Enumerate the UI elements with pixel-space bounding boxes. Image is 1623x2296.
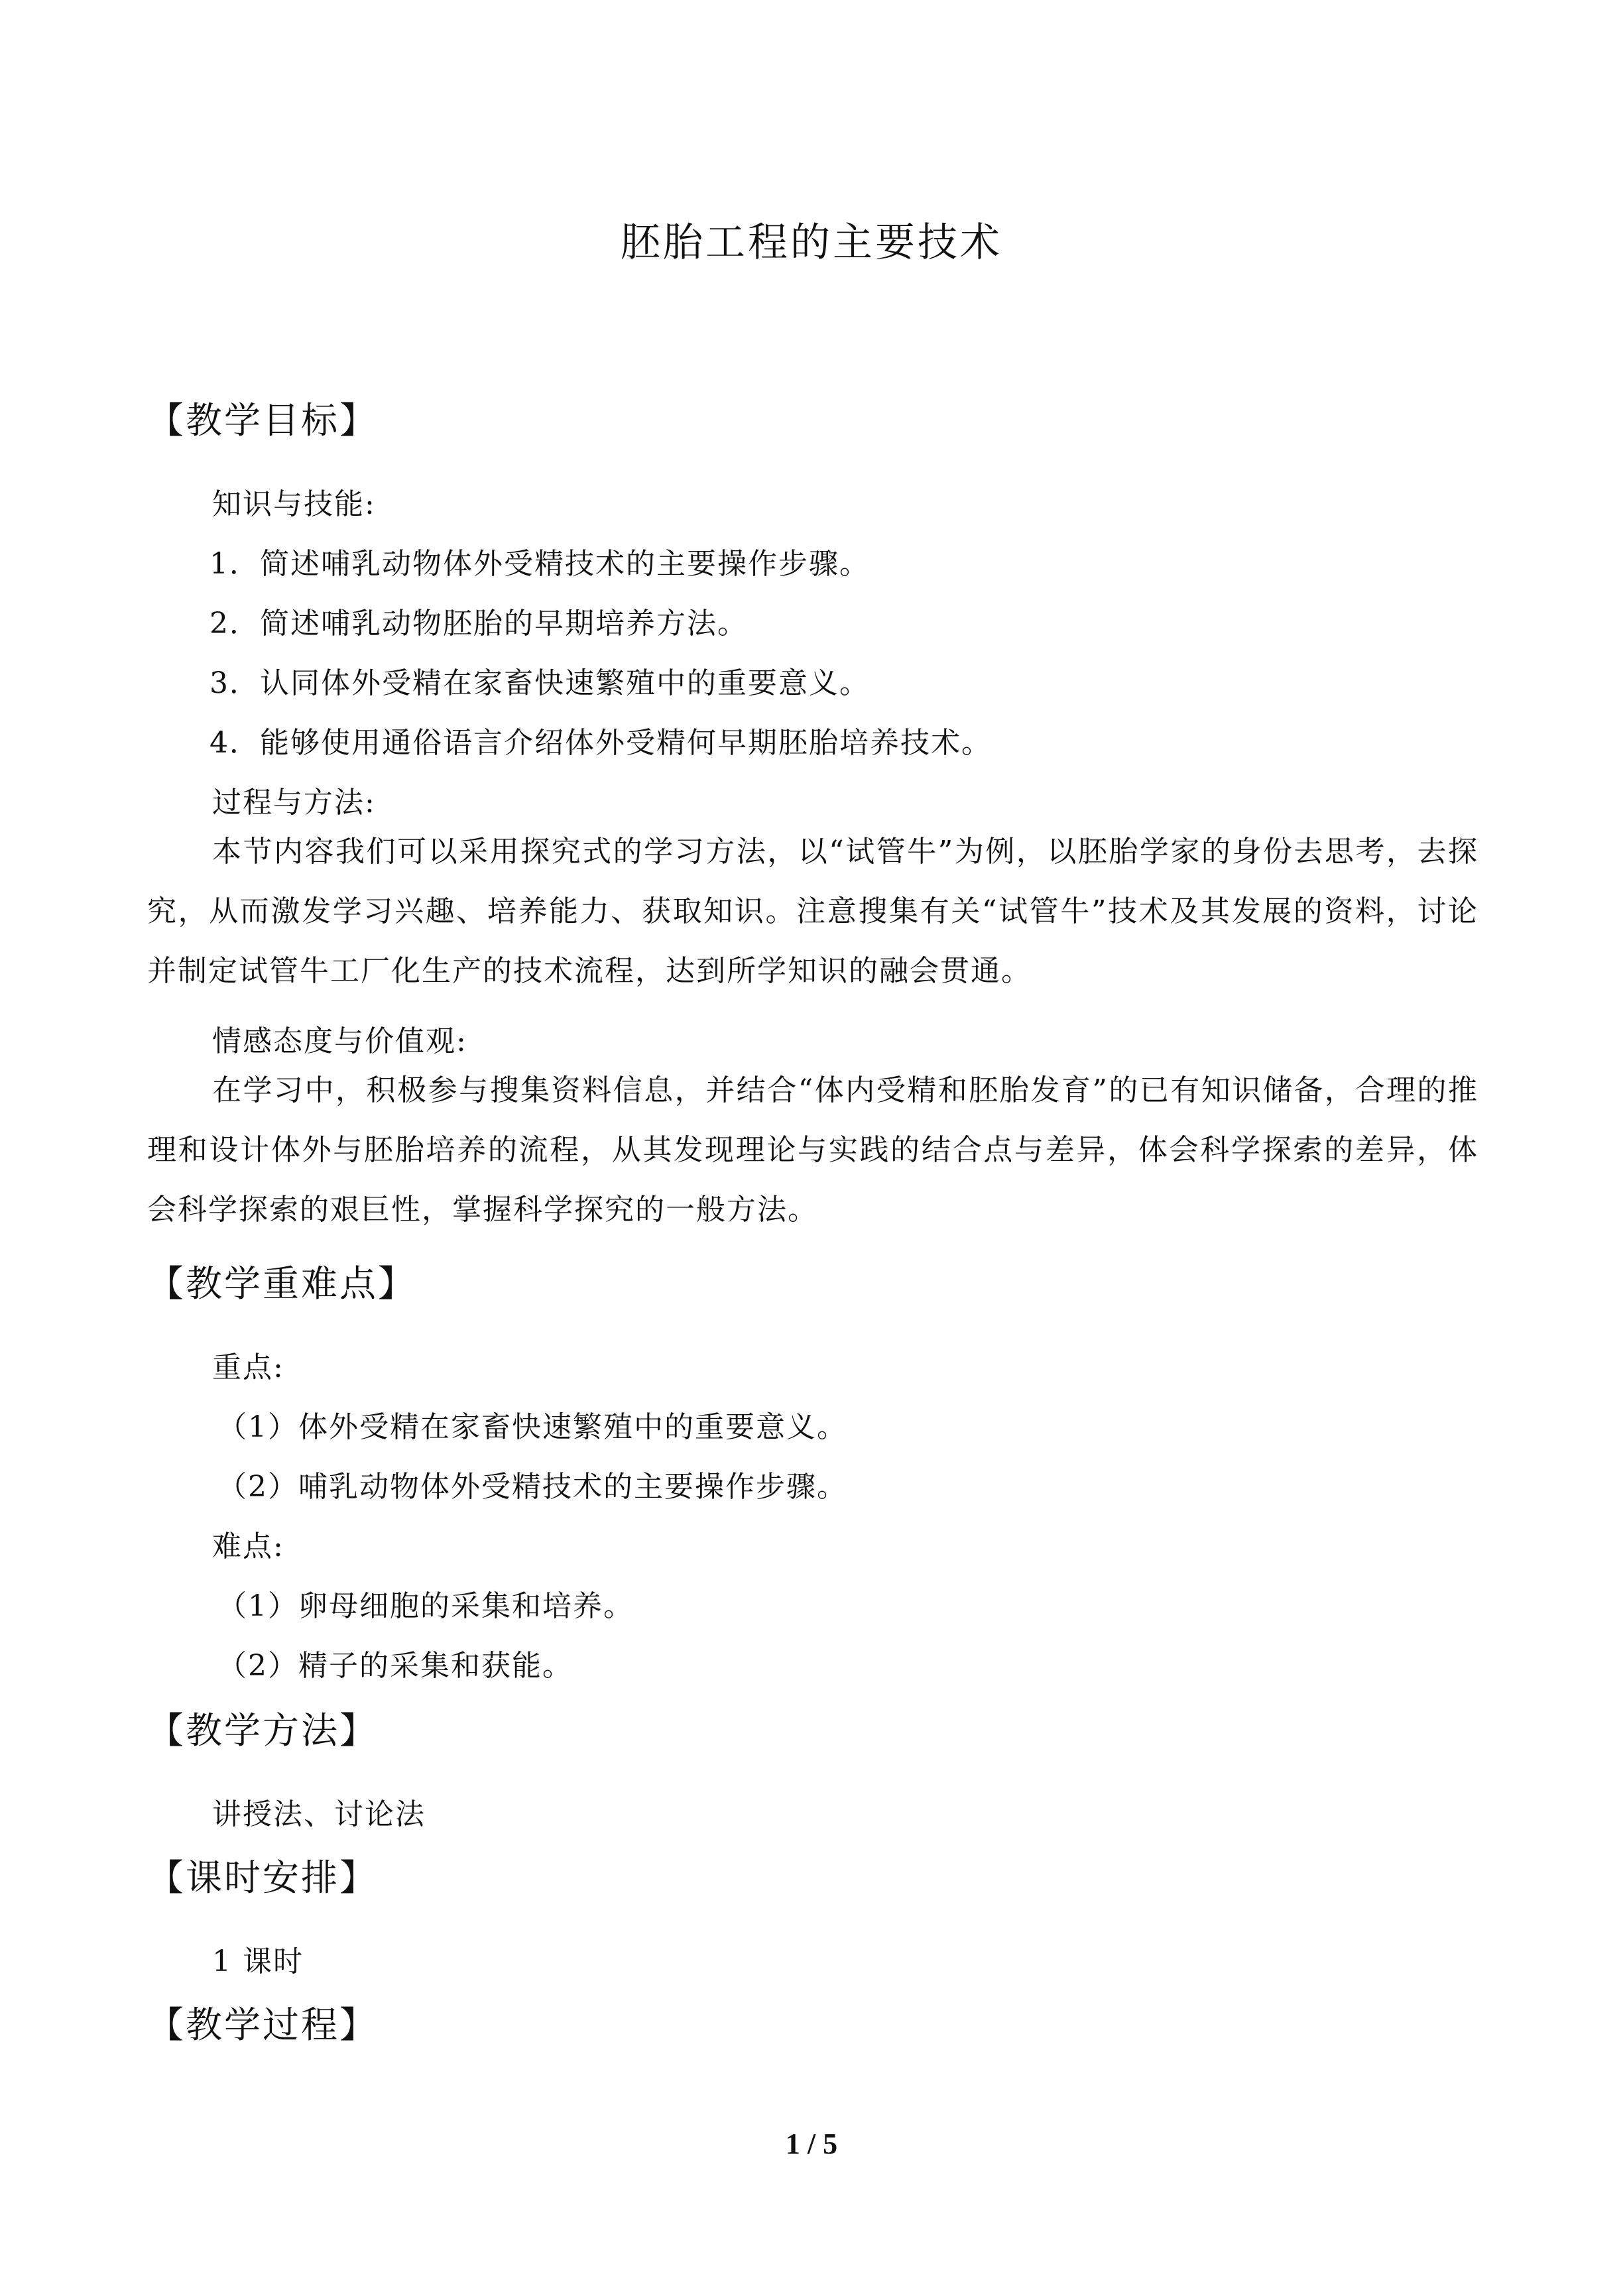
knowledge-skills-label: 知识与技能: xyxy=(212,487,376,521)
methods-text: 讲授法、讨论法 xyxy=(212,1797,426,1831)
document-title: 胚胎工程的主要技术 xyxy=(621,219,1002,266)
difficult-points-label: 难点: xyxy=(212,1530,284,1563)
emotion-values-label: 情感态度与价值观: xyxy=(212,1024,467,1058)
difficult-point-item-2: （2）精子的采集和获能。 xyxy=(217,1649,573,1683)
key-points-label: 重点: xyxy=(212,1351,284,1384)
emotion-values-paragraph: 在学习中，积极参与搜集资料信息，并结合“体内受精和胚胎发育”的已有知识储备，合理的推理和设计体外与胚胎培养的流程，从其发现理论与实践的结合点与差异，体会科学探索的差异，体会科学探索的艰巨性，掌握科学探究的一般方法。 xyxy=(147,1073,1478,1227)
objective-item-4: 4．能够使用通俗语言介绍体外受精何早期胚胎培养技术。 xyxy=(210,726,992,760)
section-heading-key-points: 【教学重难点】 xyxy=(147,1262,417,1305)
process-method-label: 过程与方法: xyxy=(212,786,376,819)
section-heading-process: 【教学过程】 xyxy=(147,2004,379,2046)
section-heading-methods: 【教学方法】 xyxy=(147,1709,379,1752)
objective-item-1: 1．简述哺乳动物体外受精技术的主要操作步骤。 xyxy=(210,547,870,581)
difficult-point-item-1: （1）卵母细胞的采集和培养。 xyxy=(217,1589,634,1623)
page-indicator: 1 / 5 xyxy=(785,2128,838,2160)
objective-item-3: 3．认同体外受精在家畜快速繁殖中的重要意义。 xyxy=(210,666,870,700)
key-point-item-1: （1）体外受精在家畜快速繁殖中的重要意义。 xyxy=(217,1410,847,1444)
process-method-paragraph: 本节内容我们可以采用探究式的学习方法，以“试管牛”为例，以胚胎学家的身份去思考，去探究，从而激发学习兴趣、培养能力、获取知识。注意搜集有关“试管牛”技术及其发展的资料，讨论并制定试管牛工厂化生产的技术流程，达到所学知识的融会贯通。 xyxy=(147,835,1478,988)
key-point-item-2: （2）哺乳动物体外受精技术的主要操作步骤。 xyxy=(217,1470,847,1504)
objective-item-2: 2．简述哺乳动物胚胎的早期培养方法。 xyxy=(210,607,748,640)
section-heading-objectives: 【教学目标】 xyxy=(147,399,379,442)
schedule-text: 1 课时 xyxy=(212,1945,304,1978)
section-heading-schedule: 【课时安排】 xyxy=(147,1856,379,1899)
